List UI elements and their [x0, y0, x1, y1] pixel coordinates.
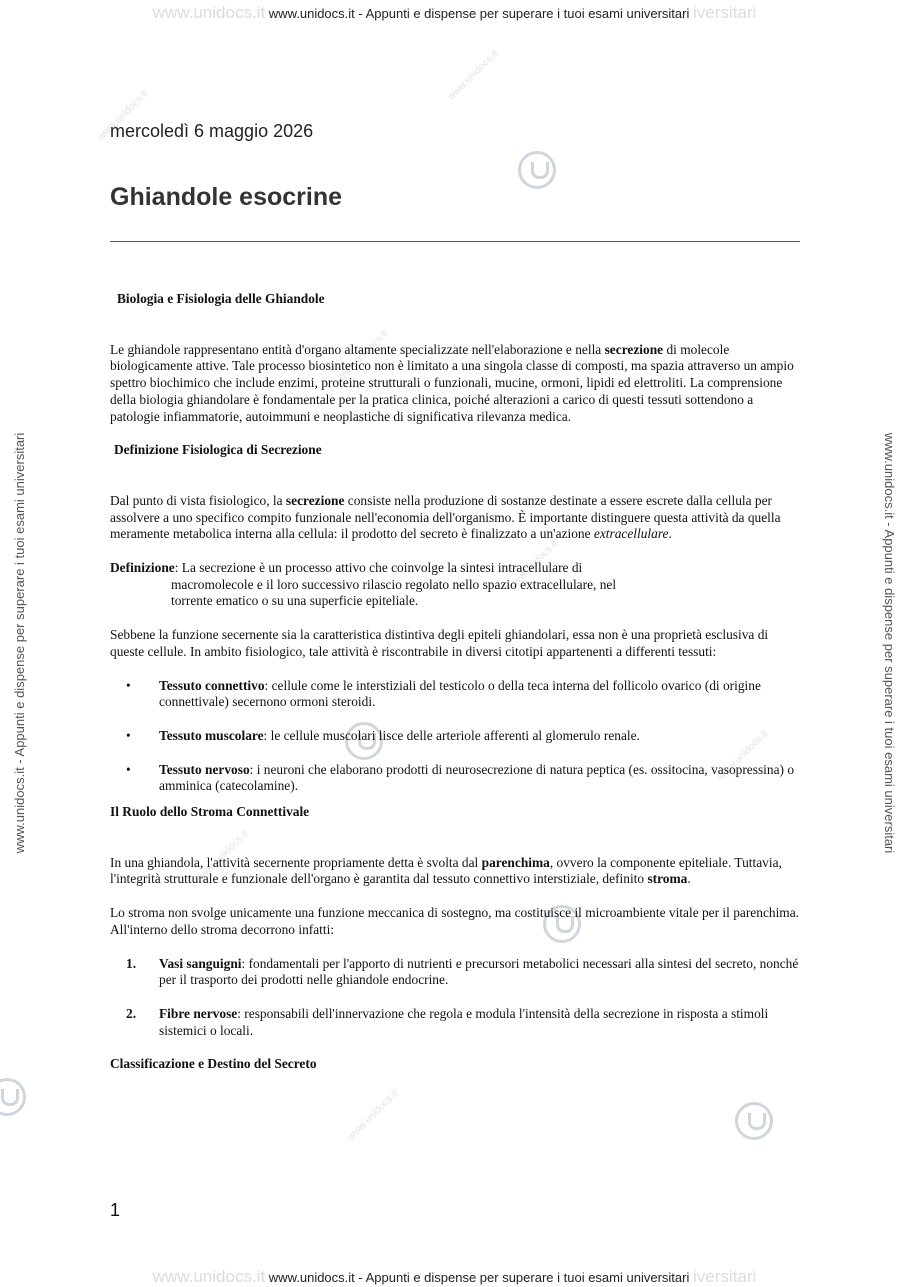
- bold-term: parenchima: [481, 854, 550, 870]
- text-run: consiste nella produzione di sostanze destinate a essere escrete dalla cellula per assolvere a uno specifico compito funzionale nell'economia dell'organismo. È importante distinguere questa attività da quella meramente metabolica interna alla cellula: il prodotto del secreto è finalizzato a un'azione: [110, 492, 781, 542]
- header-date: mercoledì 6 maggio 2026: [110, 121, 314, 141]
- watermark-diagonal: www.unidocs.it: [715, 728, 771, 783]
- watermark-ghost-left: www.unidocs.it: [152, 3, 266, 22]
- definition-block: [110, 560, 800, 577]
- definition-line: : La secrezione è un processo attivo che coinvolge la sintesi intracellulare di: [174, 560, 583, 576]
- bold-term: Tessuto nervoso: [159, 761, 250, 777]
- watermark-right-vertical: www.unidocs.it - Appunti e dispense per superare i tuoi esami universitari: [882, 432, 897, 854]
- page-title: Ghiandole esocrine: [110, 183, 343, 211]
- list-item-text: : fondamentali per l'apporto di nutrienti e precursori metabolici necessari alla sintesi del secreto, nonché per il trasporto dei prodotti nelle ghiandole endocrine.: [159, 955, 799, 988]
- bold-term: Fibre nervose: [159, 1005, 238, 1021]
- watermark-diagonal: www.unidocs.it: [445, 48, 501, 103]
- numbered-list: [110, 956, 800, 1040]
- number-marker: 1.: [126, 955, 137, 971]
- list-item-text: : le cellule muscolari lisce delle arteriole afferenti al glomerulo renale.: [263, 727, 640, 743]
- bullet-marker: •: [126, 761, 131, 777]
- bullet-list: [110, 678, 800, 796]
- bold-term: secrezione: [285, 492, 345, 508]
- bold-term: Vasi sanguigni: [159, 955, 242, 971]
- watermark-ghost-left: www.unidocs.it: [152, 1267, 266, 1286]
- text-run: di molecole biologicamente attive. Tale processo biosintetico non è limitato a una singola classe di composti, ma spazia attraverso un ampio spettro biochimico che include enzimi, proteine strutturali o funzionali, mucine, ormoni, lipidi ed elettroliti. La comprensione della biologia ghiandolare è fondamentale per la pratica clinica, poiché alterazioni a carico di questi tessuti sottendono a patologie infiammatorie, autoimmuni e neoplastiche di significativa rilevanza medica.: [110, 341, 794, 424]
- list-item: [110, 1006, 800, 1039]
- watermark-diagonal: www.unidocs.it: [195, 828, 251, 883]
- italic-term: extracellulare: [593, 526, 669, 542]
- list-item: [110, 762, 800, 795]
- bold-term: secrezione: [604, 341, 664, 357]
- bold-term: Tessuto connettivo: [159, 677, 265, 693]
- text-run: Le ghiandole rappresentano entità d'organo altamente specializzate nell'elaborazione e nella: [110, 341, 605, 357]
- paragraph: [110, 342, 800, 426]
- bullet-marker: •: [126, 677, 131, 693]
- title-divider: [110, 241, 800, 242]
- unidocs-logo-icon: [518, 151, 556, 189]
- section-heading: Biologia e Fisiologia delle Ghiandole: [117, 291, 325, 306]
- text-run: Dal punto di vista fisiologico, la: [110, 492, 286, 508]
- watermark-diagonal: www.unidocs.it: [95, 88, 151, 143]
- watermark-diagonal: www.unidocs.it: [505, 538, 561, 593]
- watermark-banner-text: www.unidocs.it - Appunti e dispense per superare i tuoi esami universitari: [268, 6, 690, 21]
- definition-line: macromolecole e il loro successivo rilascio regolato nello spazio extracellulare, nel: [171, 576, 617, 592]
- bold-term: stroma: [647, 871, 688, 887]
- number-marker: 2.: [126, 1005, 137, 1021]
- definition-label: Definizione: [110, 560, 175, 576]
- watermark-banner-text: www.unidocs.it - Appunti e dispense per superare i tuoi esami universitari: [268, 1270, 690, 1285]
- paragraph: [110, 855, 800, 888]
- list-item: [110, 728, 800, 745]
- list-item: [110, 678, 800, 711]
- paragraph: Lo stroma non svolge unicamente una funzione meccanica di sostegno, ma costituisce il microambiente vitale per il parenchima. All'interno dello stroma decorrono infatti:: [110, 905, 800, 937]
- list-item-text: : i neuroni che elaborano prodotti di neurosecrezione di natura peptica (es. ossitocina, vasopressina) o amminica (catecolamine).: [159, 761, 795, 794]
- list-item: [110, 956, 800, 989]
- document-body: [110, 291, 800, 1073]
- watermark-diagonal: www.unidocs.it: [345, 1088, 401, 1143]
- paragraph: Sebbene la funzione secernente sia la caratteristica distintiva degli epiteli ghiandolari, essa non è una proprietà esclusiva di queste cellule. In ambito fisiologico, tale attività è riscontrabile in diversi citotipi appartenenti a differenti tessuti:: [110, 627, 769, 659]
- watermark-diagonal: www.unidocs.it: [335, 328, 391, 383]
- list-item-text: : cellule come le interstiziali del testicolo o della teca interna del follicolo ovarico (di origine connettivale) secernono ormoni steroidi.: [159, 677, 761, 710]
- watermark-left-vertical: www.unidocs.it - Appunti e dispense per superare i tuoi esami universitari: [12, 432, 27, 854]
- unidocs-logo-icon: [735, 1102, 773, 1140]
- bold-term: Tessuto muscolare: [159, 727, 264, 743]
- text-run: .: [668, 526, 672, 542]
- text-run: , ovvero la componente epiteliale. Tuttavia, l'integrità strutturale e funzionale dell'organo è garantita dal tessuto connettivo interstiziale, definito: [110, 854, 782, 887]
- watermark-top-banner: [0, 3, 909, 23]
- definition-line: torrente ematico o su una superficie epiteliale.: [171, 593, 419, 609]
- watermark-bottom-banner: [0, 1267, 909, 1287]
- text-run: In una ghiandola, l'attività secernente propriamente detta è svolta dal: [110, 854, 482, 870]
- watermark-ghost-right: iversitari: [692, 3, 757, 22]
- list-item-text: : responsabili dell'innervazione che regola e modula l'intensità della secrezione in risposta a stimoli sistemici o locali.: [159, 1005, 769, 1038]
- section-heading: Definizione Fisiologica di Secrezione: [114, 442, 322, 458]
- text-run: .: [687, 871, 691, 887]
- paragraph: [110, 493, 800, 543]
- section-heading: Classificazione e Destino del Secreto: [110, 1056, 317, 1072]
- section-heading: Il Ruolo dello Stroma Connettivale: [110, 804, 310, 820]
- page-number: 1: [110, 1200, 121, 1220]
- bullet-marker: •: [126, 727, 131, 743]
- watermark-ghost-right: iversitari: [692, 1267, 757, 1286]
